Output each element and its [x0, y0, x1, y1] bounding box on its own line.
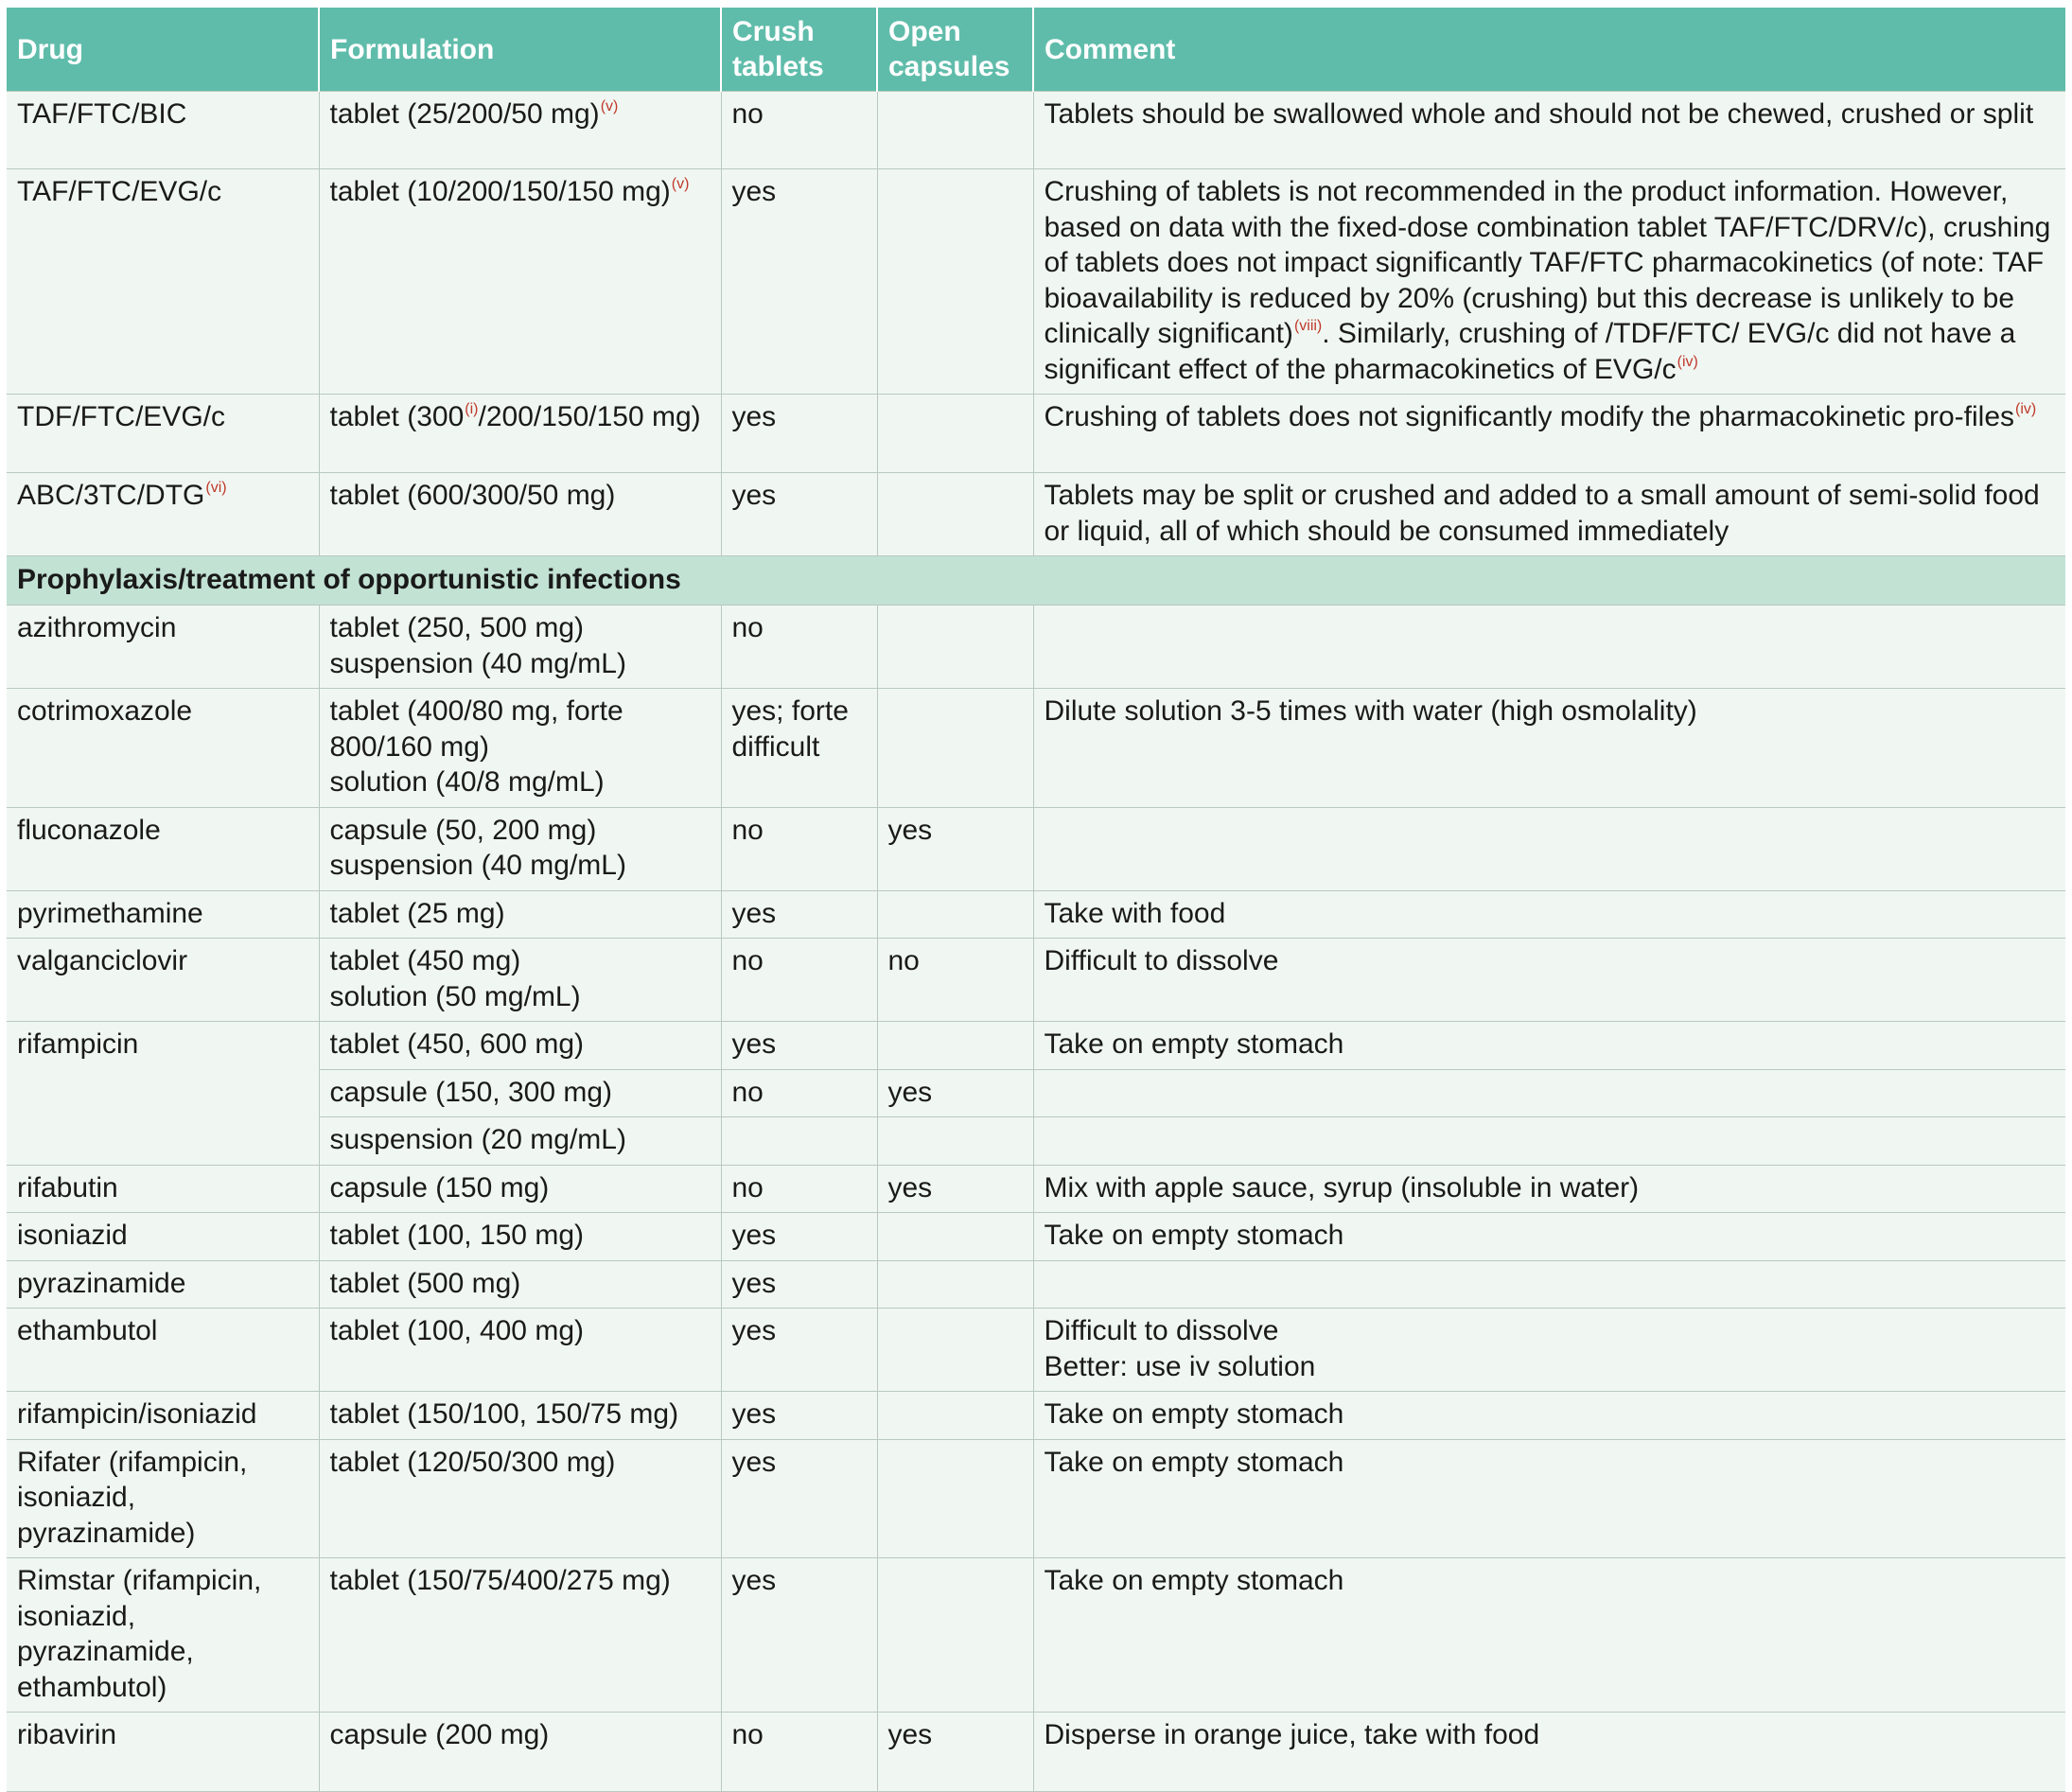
open-cell: [877, 1117, 1033, 1166]
drug-cell: rifabutin: [7, 1165, 319, 1213]
crush-cell: no: [721, 807, 877, 890]
header-formulation: Formulation: [319, 8, 721, 92]
header-crush-tablets: Crush tablets: [721, 8, 877, 92]
comment-cell: Crushing of tablets is not recommended in the product information. However, based on data with the fixed-dose combination tablet TAF/FTC/DRV/c), crushing of tablets does not impact significantly TAF/FTC pharmacokinetics (of note: TAF bioavailability is reduced by 20% (crushing) but this decrease is unlikely to be clinically significant)$^{(viii)}$. Similarly, crushing of /TDF/FTC/ EVG/c did not have a significant effect of the pharmacokinetics of EVG/$c^{(iv)}$: [1033, 169, 2065, 395]
comment-cell: Difficult to dissolve: [1033, 939, 2065, 1022]
table-row: [7, 1213, 2065, 1261]
drug-formulation-table: [7, 8, 2065, 1792]
table-row: [7, 92, 2065, 169]
crush-cell: yes: [721, 890, 877, 939]
crush-cell: yes: [721, 1392, 877, 1440]
footnote-ref: (v): [600, 98, 619, 114]
crush-cell: yes: [721, 1439, 877, 1558]
formulation-cell: tablet (500 mg): [319, 1260, 721, 1309]
formulation-cell: suspension (20 mg/mL): [319, 1117, 721, 1166]
crush-cell: [721, 1117, 877, 1166]
comment-cell: Tablets should be swallowed whole and should not be chewed, crushed or split: [1033, 92, 2065, 169]
crush-cell: yes: [721, 1213, 877, 1261]
table-row: [7, 939, 2065, 1022]
open-cell: [877, 1392, 1033, 1440]
crush-cell: no: [721, 1165, 877, 1213]
drug-cell: fluconazole: [7, 807, 319, 890]
drug-cell: TAF/FTC/EVG/c: [7, 169, 319, 395]
table-header-row: [7, 8, 2065, 92]
header-comment: Comment: [1033, 8, 2065, 92]
open-cell: [877, 92, 1033, 169]
comment-cell: Dilute solution 3-5 times with water (high osmolality): [1033, 689, 2065, 808]
crush-cell: no: [721, 606, 877, 689]
comment-cell: Take on empty stomach: [1033, 1213, 2065, 1261]
open-cell: no: [877, 939, 1033, 1022]
drug-cell: cotrimoxazole: [7, 689, 319, 808]
table-row: [7, 1439, 2065, 1558]
drug-cell: Rifater (rifampicin, isoniazid, pyrazinamide): [7, 1439, 319, 1558]
drug-cell: valganciclovir: [7, 939, 319, 1022]
crush-cell: yes: [721, 1309, 877, 1392]
drug-cell: pyrimethamine: [7, 890, 319, 939]
crush-cell: no: [721, 92, 877, 169]
section-title: Prophylaxis/treatment of opportunistic infections: [7, 556, 2065, 606]
table-row: [7, 807, 2065, 890]
drug-table-wrapper: [7, 8, 2065, 1792]
table-row: [7, 1392, 2065, 1440]
comment-cell: Take on empty stomach: [1033, 1022, 2065, 1070]
drug-cell: TAF/FTC/BIC: [7, 92, 319, 169]
formulation-cell: tablet (600/300/50 mg): [319, 473, 721, 556]
table-row: [7, 1309, 2065, 1392]
drug-cell: isoniazid: [7, 1213, 319, 1261]
drug-cell: TDF/FTC/EVG/c: [7, 395, 319, 473]
crush-cell: yes: [721, 169, 877, 395]
open-cell: [877, 890, 1033, 939]
formulation-cell: tablet (25 mg): [319, 890, 721, 939]
open-cell: [877, 395, 1033, 473]
drug-cell: azithromycin: [7, 606, 319, 689]
header-drug: Drug: [7, 8, 319, 92]
comment-cell: [1033, 1117, 2065, 1166]
open-cell: [877, 606, 1033, 689]
open-cell: [877, 1022, 1033, 1070]
header-open-capsules: Open capsules: [877, 8, 1033, 92]
section-header-row: [7, 556, 2065, 606]
crush-cell: no: [721, 1713, 877, 1792]
drug-cell: pyrazinamide: [7, 1260, 319, 1309]
formulation-cell: capsule (150 mg): [319, 1165, 721, 1213]
open-cell: [877, 1558, 1033, 1713]
footnote-ref: (iv): [2015, 401, 2037, 417]
open-cell: [877, 1260, 1033, 1309]
footnote-ref: (vi): [205, 480, 227, 496]
comment-cell: [1033, 807, 2065, 890]
formulation-cell: tablet (150/100, 150/75 mg): [319, 1392, 721, 1440]
comment-cell: Take on empty stomach: [1033, 1558, 2065, 1713]
comment-cell: Take on empty stomach: [1033, 1439, 2065, 1558]
comment-cell: [1033, 606, 2065, 689]
formulation-cell: tablet (25/200/50 mg)$^{(v)}$: [319, 92, 721, 169]
drug-cell: Rimstar (rifampicin, isoniazid, pyrazinamide, ethambutol): [7, 1558, 319, 1713]
footnote-ref: (viii): [1293, 318, 1323, 334]
crush-cell: yes: [721, 395, 877, 473]
crush-cell: yes: [721, 1260, 877, 1309]
table-row: [7, 1165, 2065, 1213]
comment-cell: Crushing of tablets does not significantly modify the pharmacokinetic pro-files$^{(iv)}$: [1033, 395, 2065, 473]
crush-cell: yes: [721, 1558, 877, 1713]
formulation-cell: capsule (50, 200 mg) suspension (40 mg/mL): [319, 807, 721, 890]
formulation-cell: tablet (400/80 mg, forte 800/160 mg) solution (40/8 mg/mL): [319, 689, 721, 808]
table-row: [7, 1260, 2065, 1309]
comment-cell: [1033, 1069, 2065, 1117]
open-cell: [877, 1309, 1033, 1392]
formulation-cell: tablet (100, 400 mg): [319, 1309, 721, 1392]
formulation-cell: tablet (100, 150 mg): [319, 1213, 721, 1261]
formulation-cell: capsule (150, 300 mg): [319, 1069, 721, 1117]
open-cell: [877, 1213, 1033, 1261]
open-cell: yes: [877, 1069, 1033, 1117]
formulation-cell: tablet (450, 600 mg): [319, 1022, 721, 1070]
table-row: [7, 890, 2065, 939]
comment-cell: Mix with apple sauce, syrup (insoluble in water): [1033, 1165, 2065, 1213]
comment-cell: Take with food: [1033, 890, 2065, 939]
open-cell: [877, 1439, 1033, 1558]
crush-cell: yes: [721, 1022, 877, 1070]
open-cell: [877, 169, 1033, 395]
open-cell: yes: [877, 807, 1033, 890]
comment-cell: Tablets may be split or crushed and added to a small amount of semi-solid food or liquid, all of which should be consumed immediately: [1033, 473, 2065, 556]
drug-cell: ABC/3TC/DTG$^{(vi)}$: [7, 473, 319, 556]
comment-cell: [1033, 1260, 2065, 1309]
comment-cell: Take on empty stomach: [1033, 1392, 2065, 1440]
table-row: [7, 395, 2065, 473]
table-row: [7, 169, 2065, 395]
footnote-ref: (iv): [1677, 353, 1698, 370]
formulation-cell: tablet (120/50/300 mg): [319, 1439, 721, 1558]
formulation-cell: tablet (300$^{(i)}$/200/150/150 mg): [319, 395, 721, 473]
footnote-ref: (v): [671, 176, 690, 192]
formulation-cell: tablet (250, 500 mg) suspension (40 mg/mL): [319, 606, 721, 689]
crush-cell: no: [721, 1069, 877, 1117]
drug-cell: rifampicin/isoniazid: [7, 1392, 319, 1440]
table-row: [7, 1713, 2065, 1792]
table-row: [7, 689, 2065, 808]
table-row: [7, 1558, 2065, 1713]
open-cell: [877, 689, 1033, 808]
table-row: [7, 606, 2065, 689]
comment-cell: Difficult to dissolve Better: use iv solution: [1033, 1309, 2065, 1392]
formulation-cell: tablet (450 mg) solution (50 mg/mL): [319, 939, 721, 1022]
drug-cell: ethambutol: [7, 1309, 319, 1392]
crush-cell: yes: [721, 473, 877, 556]
formulation-cell: tablet (150/75/400/275 mg): [319, 1558, 721, 1713]
open-cell: yes: [877, 1165, 1033, 1213]
drug-cell: rifampicin: [7, 1022, 319, 1166]
open-cell: yes: [877, 1713, 1033, 1792]
formulation-cell: capsule (200 mg): [319, 1713, 721, 1792]
open-cell: [877, 473, 1033, 556]
table-row: [7, 1022, 2065, 1070]
table-row: [7, 473, 2065, 556]
drug-cell: ribavirin: [7, 1713, 319, 1792]
crush-cell: no: [721, 939, 877, 1022]
formulation-cell: tablet (10/200/150/150 mg)$^{(v)}$: [319, 169, 721, 395]
comment-cell: Disperse in orange juice, take with food: [1033, 1713, 2065, 1792]
crush-cell: yes; forte difficult: [721, 689, 877, 808]
footnote-ref: (i): [465, 401, 479, 417]
